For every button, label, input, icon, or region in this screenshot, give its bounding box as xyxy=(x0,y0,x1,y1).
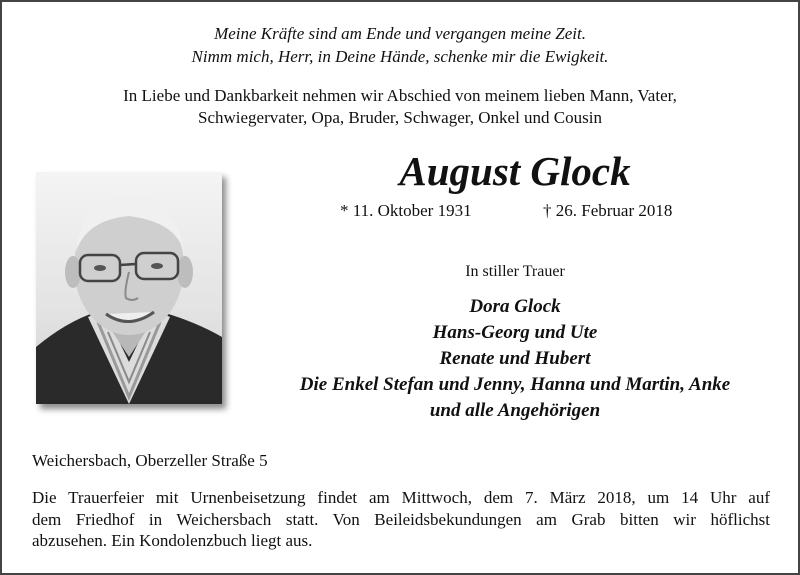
address: Weichersbach, Oberzeller Straße 5 xyxy=(32,451,268,470)
verse xyxy=(0,22,800,68)
intro-line: In Liebe und Dankbarkeit nehmen wir Abschied von meinem lieben Mann, Vater, xyxy=(123,86,677,105)
verse-line: Meine Kräfte sind am Ende und vergangen meine Zeit. xyxy=(214,24,586,43)
funeral-notice xyxy=(32,487,770,552)
mourner-line: Renate und Hubert xyxy=(439,348,591,369)
portrait-photo xyxy=(36,172,222,404)
notice-line: dem Friedhof in Weichersbach statt. Von Beileidsbekundungen am Grab bitten wir höflichst xyxy=(32,509,770,529)
mourner-line: und alle Angehörigen xyxy=(429,400,601,421)
notice-line: abzusehen. Ein Kondolenzbuch liegt aus. xyxy=(32,531,313,550)
mourning-label: In stiller Trauer xyxy=(465,263,565,280)
mourner-list xyxy=(240,294,790,424)
mourner-line: Hans-Georg und Ute xyxy=(432,322,598,343)
mourner-line: Dora Glock xyxy=(469,296,561,317)
mourner-line: Die Enkel Stefan und Jenny, Hanna und Martin, Anke xyxy=(299,374,731,395)
death-date: † 26. Februar 2018 xyxy=(543,201,673,220)
intro-line: Schwiegervater, Opa, Bruder, Schwager, Onkel und Cousin xyxy=(198,108,602,127)
notice-line: Die Trauerfeier mit Urnenbeisetzung findet am Mittwoch, dem 7. März 2018, um 14 Uhr auf xyxy=(32,488,770,507)
intro-text xyxy=(0,85,800,129)
deceased-name: August Glock xyxy=(399,148,631,194)
birth-date: * 11. Oktober 1931 xyxy=(340,201,472,220)
verse-line: Nimm mich, Herr, in Deine Hände, schenke mir die Ewigkeit. xyxy=(191,47,609,66)
